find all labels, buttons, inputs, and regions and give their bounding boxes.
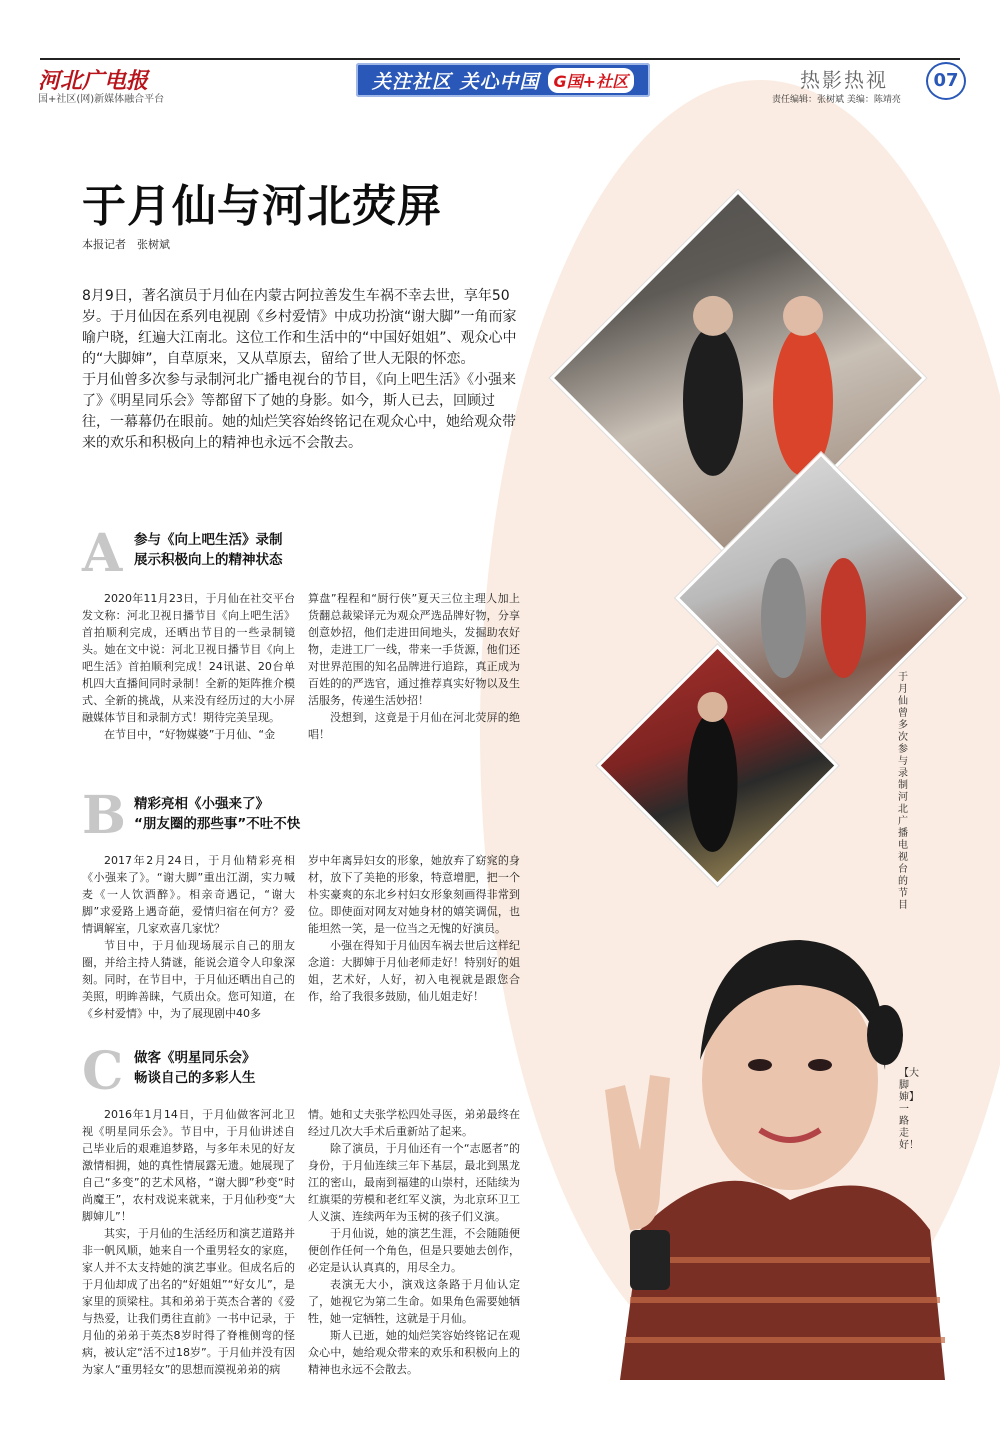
header-banner — [356, 63, 650, 97]
portrait-photo — [600, 900, 945, 1380]
section-heading-line: 展示积极向上的精神状态 — [134, 552, 283, 568]
section-heading-line: “朋友圈的那些事”不吐不快 — [134, 816, 301, 832]
section-letter-a: A — [82, 523, 123, 584]
paragraph: 在节目中，“好物媒婆”于月仙、“金 — [104, 728, 276, 741]
paragraph: 表演无大小，演戏这条路于月仙认定了，她视它为第二生命。如果角色需要她牺牲，她一定牺牲，这就是于月仙。 — [308, 1278, 520, 1325]
section-c-column-2 — [308, 1106, 520, 1378]
photo-figure — [683, 326, 743, 476]
section-heading-a — [134, 530, 283, 570]
paragraph: 其实，于月仙的生活经历和演艺道路并非一帆风顺，她来自一个重男轻女的家庭，家人并不太支持她的演艺事业。但成名后的于月仙却成了出名的“好姐姐”“好女儿”，是家里的顶梁柱。其和弟弟于英杰合著的《爱与热爱，让我们勇往直前》一书中记录，于月仙的弟弟于英杰8岁时得了脊椎侧弯的怪病，被认定“活不过18岁”。于月仙并没有因为家人“重男轻女”的思想而漠视弟弟的病 — [82, 1227, 295, 1376]
lead-paragraph: 于月仙曾多次参与录制河北广播电视台的节目，《向上吧生活》《小强来了》《明星同乐会》等都留下了她的身影。如今，斯人已去，回顾过往，一幕幕仍在眼前。她的灿烂笑容始终铭记在观众心中，她给观众带来的欢乐和积极向上的精神也永远不会散去。 — [82, 372, 516, 451]
paragraph: 算盘”程程和“厨行侠”夏天三位主理人加上货翻总裁梁译元为观众严选品牌好物，分享创意妙招，他们走进田间地头，发掘助农好物，走进工厂一线，带来一手货源，他们还对世界范围的知名品牌进行追踪，真正成为百姓的的严选官，通过推荐真实好物以及生活服务，传递生活妙招！ — [308, 592, 520, 707]
section-letter-b: B — [82, 785, 126, 846]
paragraph: 小强在得知于月仙因车祸去世后这样纪念道：大脚婶于月仙老师走好！特别好的姐姐，艺术好，人好，初入电视就是跟您合作，给了我很多鼓励，仙儿姐走好！ — [308, 939, 520, 1003]
portrait-caption: 【大脚婶】一路走好！ — [899, 1068, 919, 1151]
paragraph: 2017年2月24日，于月仙精彩亮相《小强来了》。“谢大脚”重出江湖，实力喊麦《一人饮酒醉》。相亲奇遇记，“谢大脚”求爱路上遇奇葩，爱情归宿在何方？爱情调解室，几家欢喜几家忧？ — [82, 854, 295, 935]
section-heading-line: 参与《向上吧生活》录制 — [134, 532, 283, 548]
section-a-column-2 — [308, 590, 520, 743]
section-heading-b — [134, 794, 300, 834]
section-heading-line: 畅谈自己的多彩人生 — [134, 1070, 256, 1086]
paragraph: 没想到，这竟是于月仙在河北荧屏的绝唱！ — [308, 711, 520, 741]
photo-figure — [761, 558, 806, 678]
section-heading-c — [134, 1048, 256, 1088]
lead-paragraph: 8月9日，著名演员于月仙在内蒙古阿拉善发生车祸不幸去世，享年50岁。于月仙因在系列电视剧《乡村爱情》中成功扮演“谢大脚”一角而家喻户晓，红遍大江南北。这位工作和生活中的“中国好姐姐”、观众心中的“大脚婶”，自草原来，又从草原去，留给了世人无限的怀恋。 — [82, 288, 517, 367]
paragraph: 除了演员，于月仙还有一个“志愿者”的身份，于月仙连续三年下基层，最北到黑龙江的密山，最南到福建的山崇村，还陆续为红旗渠的劳模和老红军义演，为北京环卫工人义演、连续两年为玉树的孩子们义演。 — [308, 1142, 520, 1223]
page-number: 07 — [926, 62, 966, 100]
header-rule — [40, 58, 960, 60]
photo-figure — [688, 712, 738, 852]
photo-figure — [693, 296, 733, 336]
photo-caption: 于月仙曾多次参与录制河北广播电视台的节目 — [898, 672, 908, 911]
article-byline: 本报记者 张树斌 — [82, 238, 170, 251]
photo-figure — [698, 692, 728, 722]
paragraph: 岁中年离异妇女的形象，她放弃了窈窕的身材，放下了美艳的形象，特意增肥，把一个朴实豪爽的东北乡村妇女形象刻画得非常到位。即使面对网友对她身材的嬉笑调侃，也能坦然一笑，是一位当之无愧的好演员。 — [308, 854, 520, 935]
masthead-logo: 河北广电报 — [38, 68, 149, 94]
photo-figure — [783, 296, 823, 336]
banner-logo: G国+社区 — [548, 68, 635, 93]
section-b-column-2 — [308, 852, 520, 1005]
banner-slogan: 关注社区 关心中国 — [371, 70, 540, 93]
section-letter-c: C — [82, 1041, 124, 1102]
paragraph: 节目中，于月仙现场展示自己的朋友圈，并给主持人猜谜，能说会道令人印象深刻。同时，在节目中，于月仙还晒出自己的美照，明眸善睐，气质出众。您可知道，在《乡村爱情》中，为了展现剧中40多 — [82, 939, 295, 1020]
section-heading-line: 做客《明星同乐会》 — [134, 1050, 256, 1066]
article-lead — [82, 286, 522, 454]
section-heading-line: 精彩亮相《小强来了》 — [134, 796, 269, 812]
section-c-column-1 — [82, 1106, 295, 1378]
masthead-subtitle: 国+社区(网)新媒体融合平台 — [38, 94, 165, 105]
section-b-column-1 — [82, 852, 295, 1022]
section-name: 热影热视 — [800, 68, 888, 92]
editor-credits: 责任编辑：张树斌 美编：陈靖亮 — [772, 95, 901, 105]
photo-figure — [821, 558, 866, 678]
photo-figure — [773, 326, 833, 476]
portrait-illustration — [600, 900, 945, 1380]
paragraph: 情。她和丈夫张学松四处寻医，弟弟最终在经过几次大手术后重新站了起来。 — [308, 1108, 520, 1138]
section-a-column-1 — [82, 590, 295, 743]
paragraph: 斯人已逝，她的灿烂笑容始终铭记在观众心中，她给观众带来的欢乐和积极向上的精神也永远不会散去。 — [308, 1329, 520, 1376]
paragraph: 于月仙说，她的演艺生涯，不会随随便便创作任何一个角色，但是只要她去创作，必定是认认真真的，用尽全力。 — [308, 1227, 520, 1274]
paragraph: 2020年11月23日，于月仙在社交平台发文称：河北卫视日播节目《向上吧生活》首拍顺利完成，还晒出节目的一些录制镜头。她在文中说：河北卫视日播节目《向上吧生活》首拍顺利完成！24讯谌、20台单机四大直播间同时录制！全新的矩阵推介模式、全新的挑战，从来没有经历过的大小屏融媒体节目和录制方式！期待完美呈现。 — [82, 592, 295, 724]
article-title: 于月仙与河北荧屏 — [82, 181, 442, 232]
paragraph: 2016年1月14日，于月仙做客河北卫视《明星同乐会》。节目中，于月仙讲述自己毕业后的艰难追梦路，与多年未见的好友激情相拥，她的真性情展露无遗。她展现了自己“多变”的艺术风格，“谢大脚”秒变“时尚魔王”，农村戏说来就来，于月仙秒变“大脚婶儿”！ — [82, 1108, 295, 1223]
